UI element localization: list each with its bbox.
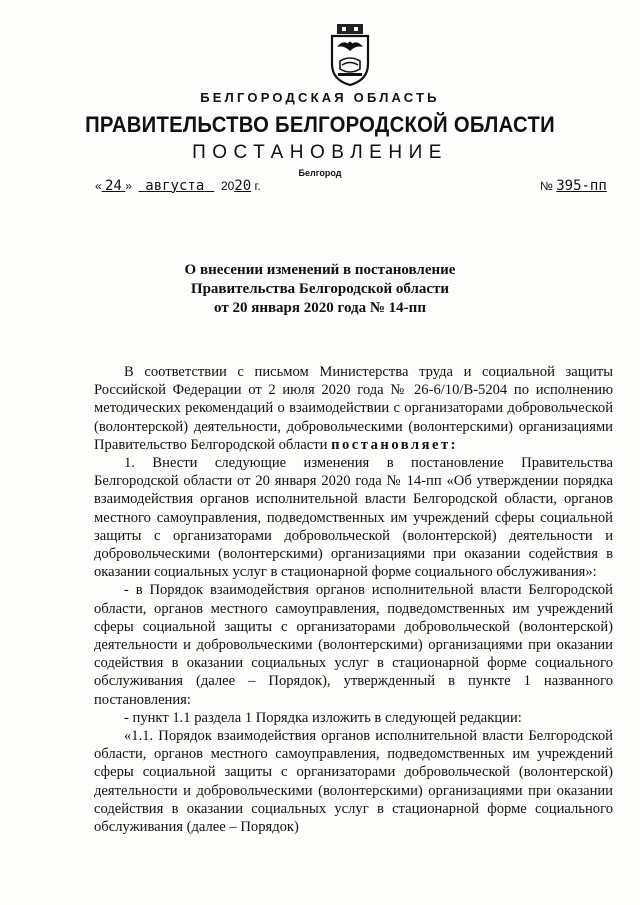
document-type-heading: ПОСТАНОВЛЕНИЕ [192,142,448,163]
date-year-abbr: г. [254,179,261,193]
body-paragraph-1 [94,363,613,454]
title-line-2: Правительства Белгородской области [190,281,450,297]
number-prefix: № [540,179,553,193]
body-paragraph-5: «1.1. Порядок взаимодействия органов исполнительной власти Белгородской области, органов местного самоуправления, подведомственных им учреждений сферы социальной защиты с организаторами добровольческой (волонтерской) деятельности и добровольческими (волонтерскими) организациями при оказании содействия в оказании социальных услуг в стационарной форме социального обслуживания (далее – Порядок) [94,728,613,836]
document-body [94,363,613,836]
date-day: 24 [105,178,122,194]
title-line-3: от 20 января 2020 года № 14-пп [214,300,426,316]
date-year-suffix: 20 [234,178,252,194]
government-heading: ПРАВИТЕЛЬСТВО БЕЛГОРОДСКОЙ ОБЛАСТИ [85,112,555,137]
date-month: августа [145,178,205,194]
body-paragraph-3: - в Порядок взаимодействия органов исполнительной власти Белгородской области, органов местного самоуправления, подведомственных им учреждений сферы социальной защиты с организаторами добровольческой (волонтерской) деятельности и добровольческими (волонтерскими) организациями при оказании содействия в оказании социальных услуг в стационарной форме социального обслуживания (далее – Порядок), утвержденный в пункте 1 названного постановления: [94,582,613,708]
body-paragraph-2: 1. Внести следующие изменения в постановление Правительства Белгородской области от 20 января 2020 года № 14-пп «Об утверждении порядка взаимодействия органов исполнительной власти Белгородской области, органов местного самоуправления, подведомственных им учреждений сферы социальной защиты с организаторами добровольческой (волонтерской) деятельности и добровольческими (волонтерскими) организациями при оказании содействия в оказании социальных услуг в стационарной форме социального обслуживания»: [94,455,613,581]
resolves-word: постановляет: [331,436,459,453]
date-year-prefix: 20 [220,179,235,193]
city-label: Белгород [298,168,342,178]
document-title [0,261,640,318]
document-number [540,178,607,194]
number-value: 395-пп [556,178,607,194]
belgorod-coat-of-arms-icon [329,24,371,86]
date-open-quote: « [95,179,102,193]
title-line-1: О внесении изменений в постановление [184,262,456,278]
date-day-blank [102,179,126,193]
date-close-quote: » [125,179,132,193]
document-date [95,178,261,194]
region-heading: БЕЛГОРОДСКАЯ ОБЛАСТЬ [200,90,440,105]
body-paragraph-4: - пункт 1.1 раздела 1 Порядка изложить в следующей редакции: [124,709,522,726]
date-month-blank [139,179,215,193]
paragraph-1-text: В соответствии с письмом Министерства труда и социальной защиты Российской Федерации от 2 июля 2020 года № 26-6/10/В-5204 по исполнению методических рекомендаций о взаимодействии с организаторами добровольческой (волонтерской) деятельности, добровольческими (волонтерскими) организациями Правительство Белгородской области [94,364,613,453]
